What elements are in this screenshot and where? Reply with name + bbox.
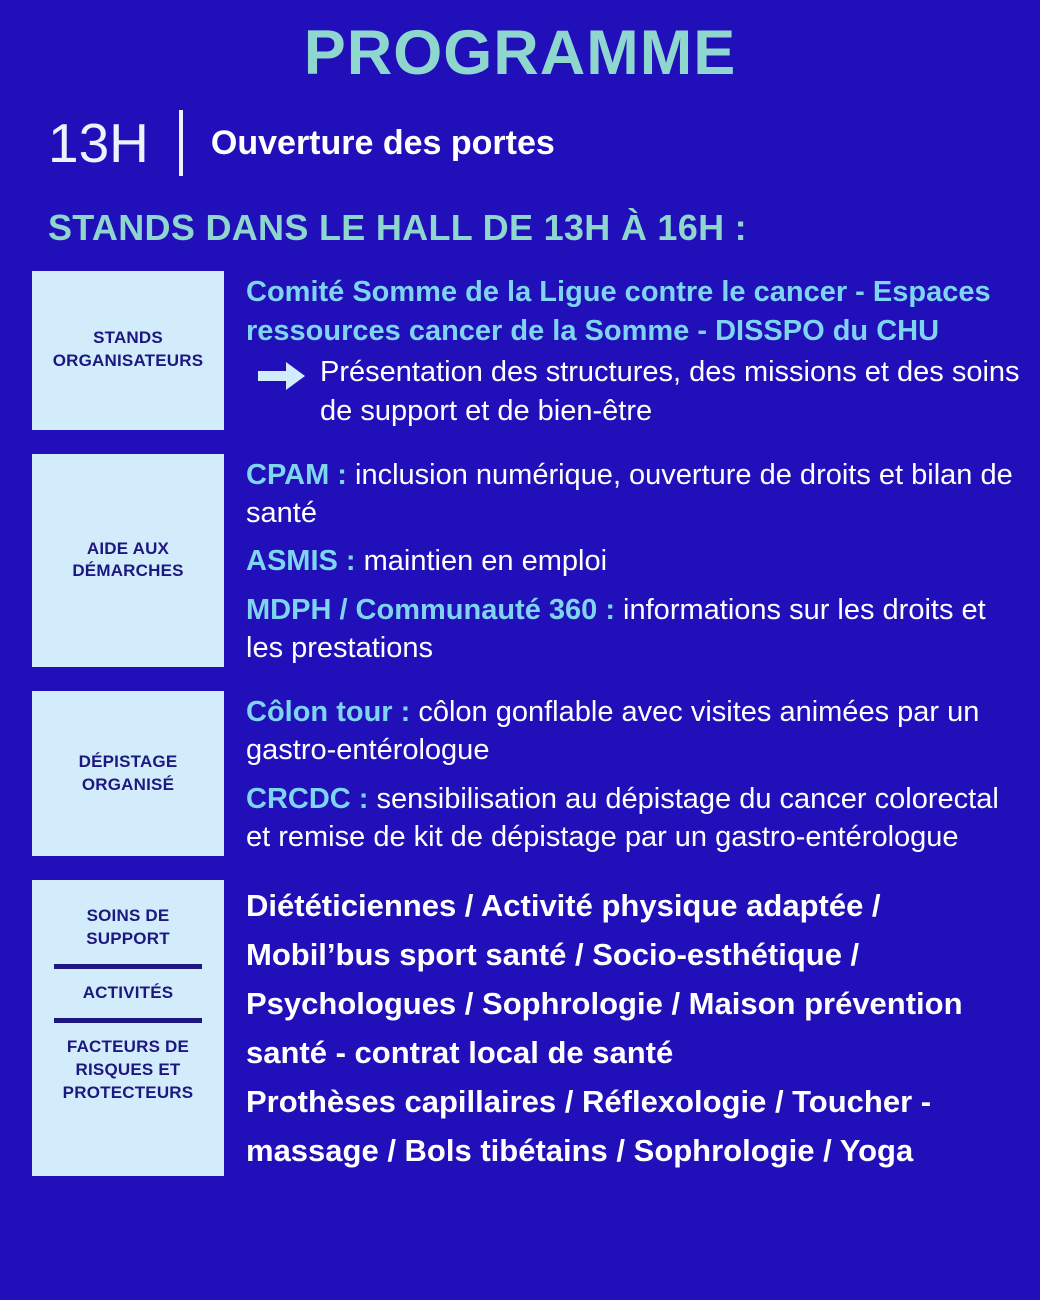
entry-row <box>246 542 1026 580</box>
tag-line: DÉPISTAGE <box>78 751 178 771</box>
tag-line: SOINS DE <box>86 906 170 926</box>
bold-entry: Diététiciennes / Activité physique adaptée / Mobil’bus sport santé / Socio-esthétique / Psychologues / Sophrologie / Maison prévention santé - contrat local de santé <box>246 888 963 1071</box>
tag-part-activites <box>40 971 216 1016</box>
block-body <box>224 271 1026 430</box>
tag-stands-organisateurs <box>32 271 224 430</box>
tag-depistage-organise <box>32 691 224 856</box>
tag-line: ACTIVITÉS <box>82 983 174 1003</box>
tag-line: STANDS <box>93 328 163 348</box>
entry-lead: CRCDC : <box>246 782 369 815</box>
block-heading: Comité Somme de la Ligue contre le cancer - Espaces ressources cancer de la Somme - DISSPO du CHU <box>246 276 991 348</box>
tag-divider <box>54 1018 202 1023</box>
opening-time-label: Ouverture des portes <box>210 124 555 162</box>
tag-line: SUPPORT <box>86 929 170 949</box>
vertical-divider <box>179 110 183 176</box>
tag-line: ORGANISATEURS <box>52 351 204 371</box>
entry-lead: ASMIS : <box>246 545 356 578</box>
block-body <box>224 880 1026 1176</box>
entry-row <box>246 780 1026 857</box>
arrow-detail-text: Présentation des structures, des missions et des soins de support et de bien-être <box>320 356 1020 427</box>
entry-text: sensibilisation au dépistage du cancer colorectal et remise de kit de dépistage par un gastro-entérologue <box>246 782 999 853</box>
entry-text: côlon gonflable avec visites animées par un gastro-entérologue <box>246 696 980 767</box>
entry-lead: Côlon tour : <box>246 696 411 729</box>
arrow-detail-row <box>246 353 1026 430</box>
entry-row <box>246 456 1026 533</box>
entry-text: maintien en emploi <box>355 545 608 578</box>
opening-time-row <box>14 107 1026 179</box>
tag-divider <box>54 964 202 969</box>
entry-row <box>246 693 1026 770</box>
entry-row <box>246 591 1026 668</box>
entry-text: informations sur les droits et les prestations <box>246 593 986 664</box>
tag-line: RISQUES ET <box>75 1059 181 1079</box>
tag-line: ORGANISÉ <box>81 774 175 794</box>
block-body <box>224 454 1026 667</box>
tag-soins-activites-facteurs <box>32 880 224 1176</box>
page-title: PROGRAMME <box>303 18 737 88</box>
section-heading: STANDS DANS LE HALL DE 13H À 16H : <box>48 207 747 248</box>
arrow-right-icon <box>258 361 306 391</box>
bold-entry: Prothèses capillaires / Réflexologie / Toucher - massage / Bols tibétains / Sophrologie / Yoga <box>246 1084 932 1169</box>
tag-line: DÉMARCHES <box>72 561 184 581</box>
tag-aide-aux-demarches <box>32 454 224 667</box>
tag-part-soins-de-support <box>40 894 216 962</box>
block-soins-de-support <box>14 880 1026 1176</box>
block-body <box>224 691 1026 856</box>
tag-line: AIDE AUX <box>86 538 170 558</box>
entry-text: inclusion numérique, ouverture de droits et bilan de santé <box>246 458 1013 530</box>
opening-time-value: 13H <box>48 111 149 174</box>
block-stands-organisateurs <box>14 271 1026 430</box>
entry-lead: CPAM : <box>246 458 347 491</box>
block-depistage-organise <box>14 691 1026 856</box>
entry-lead: MDPH / Communauté 360 : <box>246 593 615 626</box>
tag-part-facteurs-de-risques <box>40 1025 216 1116</box>
block-aide-aux-demarches <box>14 454 1026 667</box>
tag-line: FACTEURS DE <box>66 1037 190 1057</box>
tag-line: PROTECTEURS <box>62 1082 194 1102</box>
